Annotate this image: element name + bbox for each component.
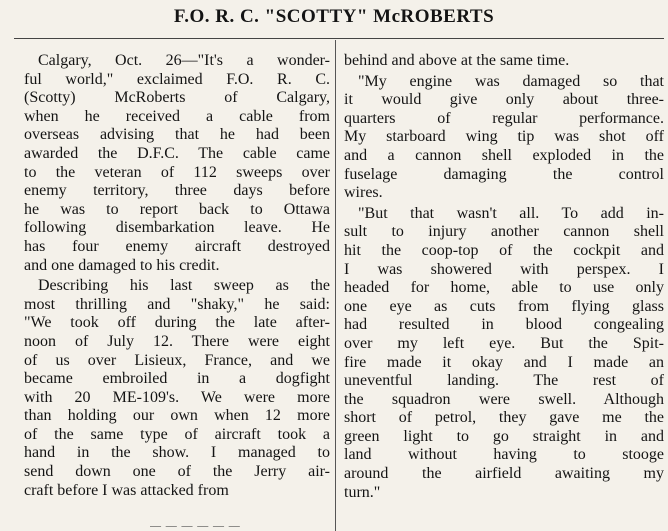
article-text-line: he was to report back to Ottawa	[24, 200, 330, 218]
article-text-line: when he received a cable from	[24, 107, 330, 125]
article-headline: F.O. R. C. "SCOTTY" McROBERTS	[173, 6, 495, 27]
article-text-line: headed for home, able to use only	[344, 279, 664, 297]
article-text-line: and one damaged to his credit.	[24, 256, 220, 274]
article-text-line: I was showered with perspex. I	[344, 260, 664, 278]
article-column-right	[344, 52, 664, 502]
headline-rule	[14, 38, 664, 39]
article-text-line: over my left eye. But the Spit-	[344, 334, 664, 352]
article-text-line: noon of July 12. There were eight	[24, 332, 330, 350]
article-text-line: with 20 ME-109's. We were more	[24, 388, 330, 406]
footer-fragment: — — — — — —	[150, 522, 241, 531]
article-text-line: short of petrol, they gave me the	[344, 409, 664, 427]
article-text-line: fuselage damaging the control	[344, 165, 664, 183]
article-text-line: send down one of the Jerry air-	[24, 463, 330, 481]
column-divider	[335, 40, 336, 531]
article-text-line: hit the coop-top of the cockpit and	[344, 241, 664, 259]
article-text-line: of us over Lisieux, France, and we	[24, 351, 330, 369]
article-text-line: it would give only about three-	[344, 91, 664, 109]
article-text-line: My starboard wing tip was shot off	[344, 128, 664, 146]
article-text-line: "But that wasn't all. To add in-	[358, 204, 664, 222]
article-text-line: hand in the show. I managed to	[24, 444, 330, 462]
article-text-line: awarded the D.F.C. The cable came	[24, 144, 330, 162]
article-text-line: uneventful landing. The rest of	[344, 372, 664, 390]
article-text-line: ful world," exclaimed F.O. R. C.	[24, 70, 330, 88]
article-text-line: one eye as cuts from flying glass	[344, 297, 664, 315]
article-text-line: most thrilling and "shaky," he said:	[24, 295, 330, 313]
article-text-line: "My engine was damaged so that	[358, 72, 664, 90]
article-text-line: land without having to stooge	[344, 446, 664, 464]
article-text-line: green light to go straight in and	[344, 427, 664, 445]
article-text-line: wires.	[344, 184, 383, 202]
article-text-line: following disembarkation leave. He	[24, 219, 330, 237]
article-text-line: Calgary, Oct. 26—"It's a wonder-	[38, 52, 330, 69]
article-column-left	[24, 52, 330, 500]
article-text-line: sult to injury another cannon shell	[344, 223, 664, 241]
article-text-line: (Scotty) McRoberts of Calgary,	[24, 89, 330, 107]
article-text-line: and a cannon shell exploded in the	[344, 146, 664, 164]
article-text-line: quarters of regular performance.	[344, 109, 664, 127]
article-text-line: has four enemy aircraft destroyed	[24, 237, 330, 255]
article-text-line: turn."	[344, 483, 381, 501]
article-text-line: "We took off during the late after-	[24, 314, 330, 332]
article-text-line: around the airfield awaiting my	[344, 465, 664, 483]
article-text-line: than holding our own when 12 more	[24, 407, 330, 425]
article-text-line: had resulted in blood congealing	[344, 316, 664, 334]
article-text-line: the squadron were swell. Although	[344, 390, 664, 408]
article-text-line: Describing his last sweep as the	[38, 277, 330, 295]
article-text-line: overseas advising that he had been	[24, 126, 330, 144]
article-text-line: fire made it okay and I made an	[344, 353, 664, 371]
article-text-line: of the same type of aircraft took a	[24, 425, 330, 443]
article-text-line: to the veteran of 112 sweeps over	[24, 163, 330, 181]
article-text-line: behind and above at the same time.	[344, 52, 570, 69]
article-text-line: craft before I was attacked from	[24, 481, 229, 499]
article-text-line: became embroiled in a dogfight	[24, 370, 330, 388]
article-text-line: enemy territory, three days before	[24, 182, 330, 200]
